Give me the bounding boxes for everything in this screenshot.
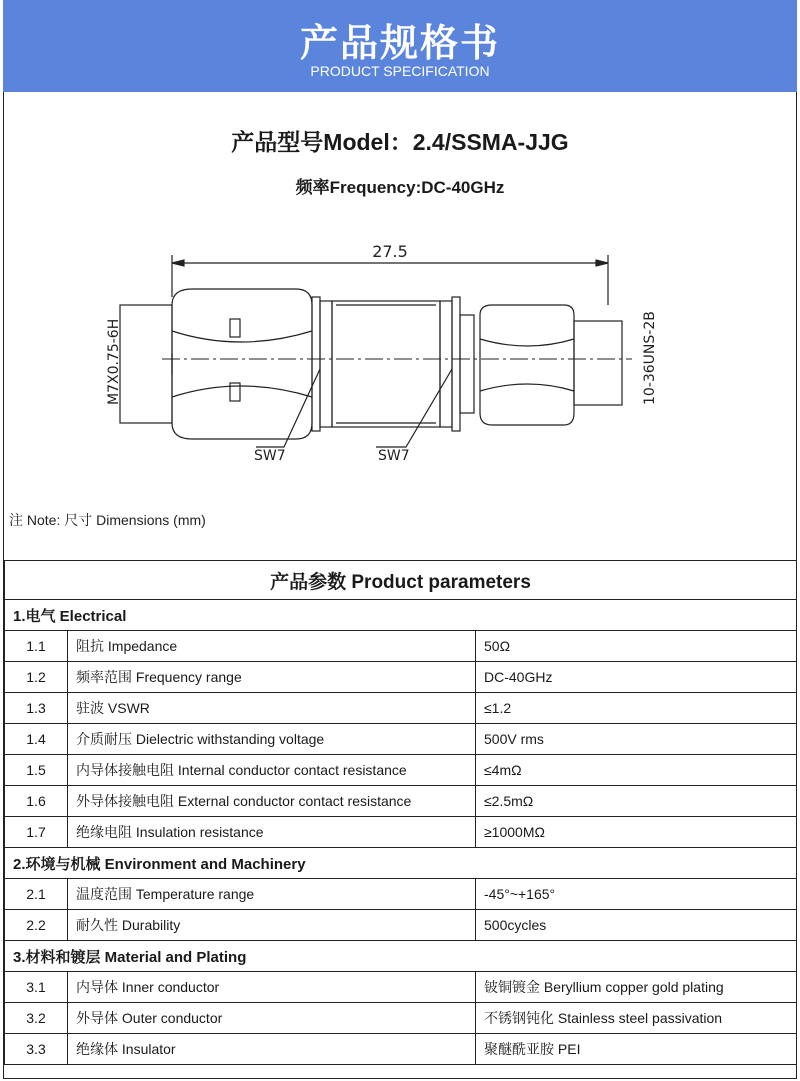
row-number: 1.1 [5,631,68,662]
left-flange-inner [320,301,332,427]
dimension-note: 注 Note: 尺寸 Dimensions (mm) [9,512,206,528]
left-nut-facets [172,331,312,397]
row-parameter: 频率范围 Frequency range [68,662,476,693]
connector-drawing [100,235,660,475]
model-line: 产品型号Model：2.4/SSMA-JJG [231,129,569,155]
row-value: 500V rms [476,724,797,755]
row-parameter: 绝缘体 Insulator [68,1034,476,1065]
row-number: 1.2 [5,662,68,693]
frequency-line: 频率Frequency:DC-40GHz [295,178,505,197]
table-row [5,1003,797,1034]
center-body [332,301,440,427]
header-title-en: PRODUCT SPECIFICATION [310,63,490,79]
section-header [5,848,797,879]
section-header [5,941,797,972]
sw7-leader-left [256,369,320,447]
table-row [5,755,797,786]
row-parameter: 绝缘电阻 Insulation resistance [68,817,476,848]
right-thread-stub [574,321,622,405]
row-number: 1.5 [5,755,68,786]
row-number: 2.1 [5,879,68,910]
left-hex-nut [172,289,312,439]
row-number: 1.7 [5,817,68,848]
row-number: 2.2 [5,910,68,941]
right-hex-body [480,305,574,425]
row-number: 3.2 [5,1003,68,1034]
section-header [5,600,797,631]
left-nut-slot-top [230,319,240,337]
row-parameter: 介质耐压 Dielectric withstanding voltage [68,724,476,755]
row-value: ≤1.2 [476,693,797,724]
left-flange-outer [312,297,320,431]
row-value: ≤2.5mΩ [476,786,797,817]
right-flange-inner [440,301,452,427]
right-neck [460,315,474,413]
section-title-environment: 2.环境与机械 Environment and Machinery [5,848,797,879]
row-value: 500cycles [476,910,797,941]
sw7-label-left: SW7 [254,448,286,464]
row-value: DC-40GHz [476,662,797,693]
row-parameter: 耐久性 Durability [68,910,476,941]
row-parameter: 外导体 Outer conductor [68,1003,476,1034]
left-thread-stub [120,305,172,423]
row-value: 聚醚酰亚胺 PEI [476,1034,797,1065]
parameter-table [4,560,797,1065]
row-value: ≤4mΩ [476,755,797,786]
table-row [5,972,797,1003]
table-row [5,693,797,724]
row-parameter: 内导体接触电阻 Internal conductor contact resistance [68,755,476,786]
right-body-facets [480,339,574,391]
row-value: -45°~+165° [476,879,797,910]
right-flange-outer [452,297,460,431]
row-value: 50Ω [476,631,797,662]
dimension-label: 27.5 [372,242,408,261]
table-title-row [5,561,797,600]
table-row [5,879,797,910]
row-value: ≥1000MΩ [476,817,797,848]
row-parameter: 驻波 VSWR [68,693,476,724]
section-title-material: 3.材料和镀层 Material and Plating [5,941,797,972]
table-row [5,786,797,817]
row-parameter: 阻抗 Impedance [68,631,476,662]
row-number: 3.3 [5,1034,68,1065]
row-parameter: 内导体 Inner conductor [68,972,476,1003]
row-number: 1.4 [5,724,68,755]
header-banner [3,0,797,92]
row-value: 铍铜镀金 Beryllium copper gold plating [476,972,797,1003]
row-value: 不锈钢钝化 Stainless steel passivation [476,1003,797,1034]
dimension-arrow-left [172,260,184,266]
row-number: 1.6 [5,786,68,817]
table-row [5,817,797,848]
sw7-leader-right [376,369,452,447]
table-row [5,724,797,755]
sw7-label-right: SW7 [378,448,410,464]
table-row [5,631,797,662]
row-parameter: 外导体接触电阻 External conductor contact resistance [68,786,476,817]
right-thread-label: 10-36UNS-2B [642,311,658,405]
row-number: 3.1 [5,972,68,1003]
left-thread-label: M7X0.75-6H [106,318,122,405]
dimension-arrow-right [596,260,608,266]
row-number: 1.3 [5,693,68,724]
table-title: 产品参数 Product parameters [5,561,797,600]
row-parameter: 温度范围 Temperature range [68,879,476,910]
table-row [5,910,797,941]
table-row [5,662,797,693]
table-row [5,1034,797,1065]
section-title-electrical: 1.电气 Electrical [5,600,797,631]
header-title-cn: 产品规格书 [299,23,500,65]
